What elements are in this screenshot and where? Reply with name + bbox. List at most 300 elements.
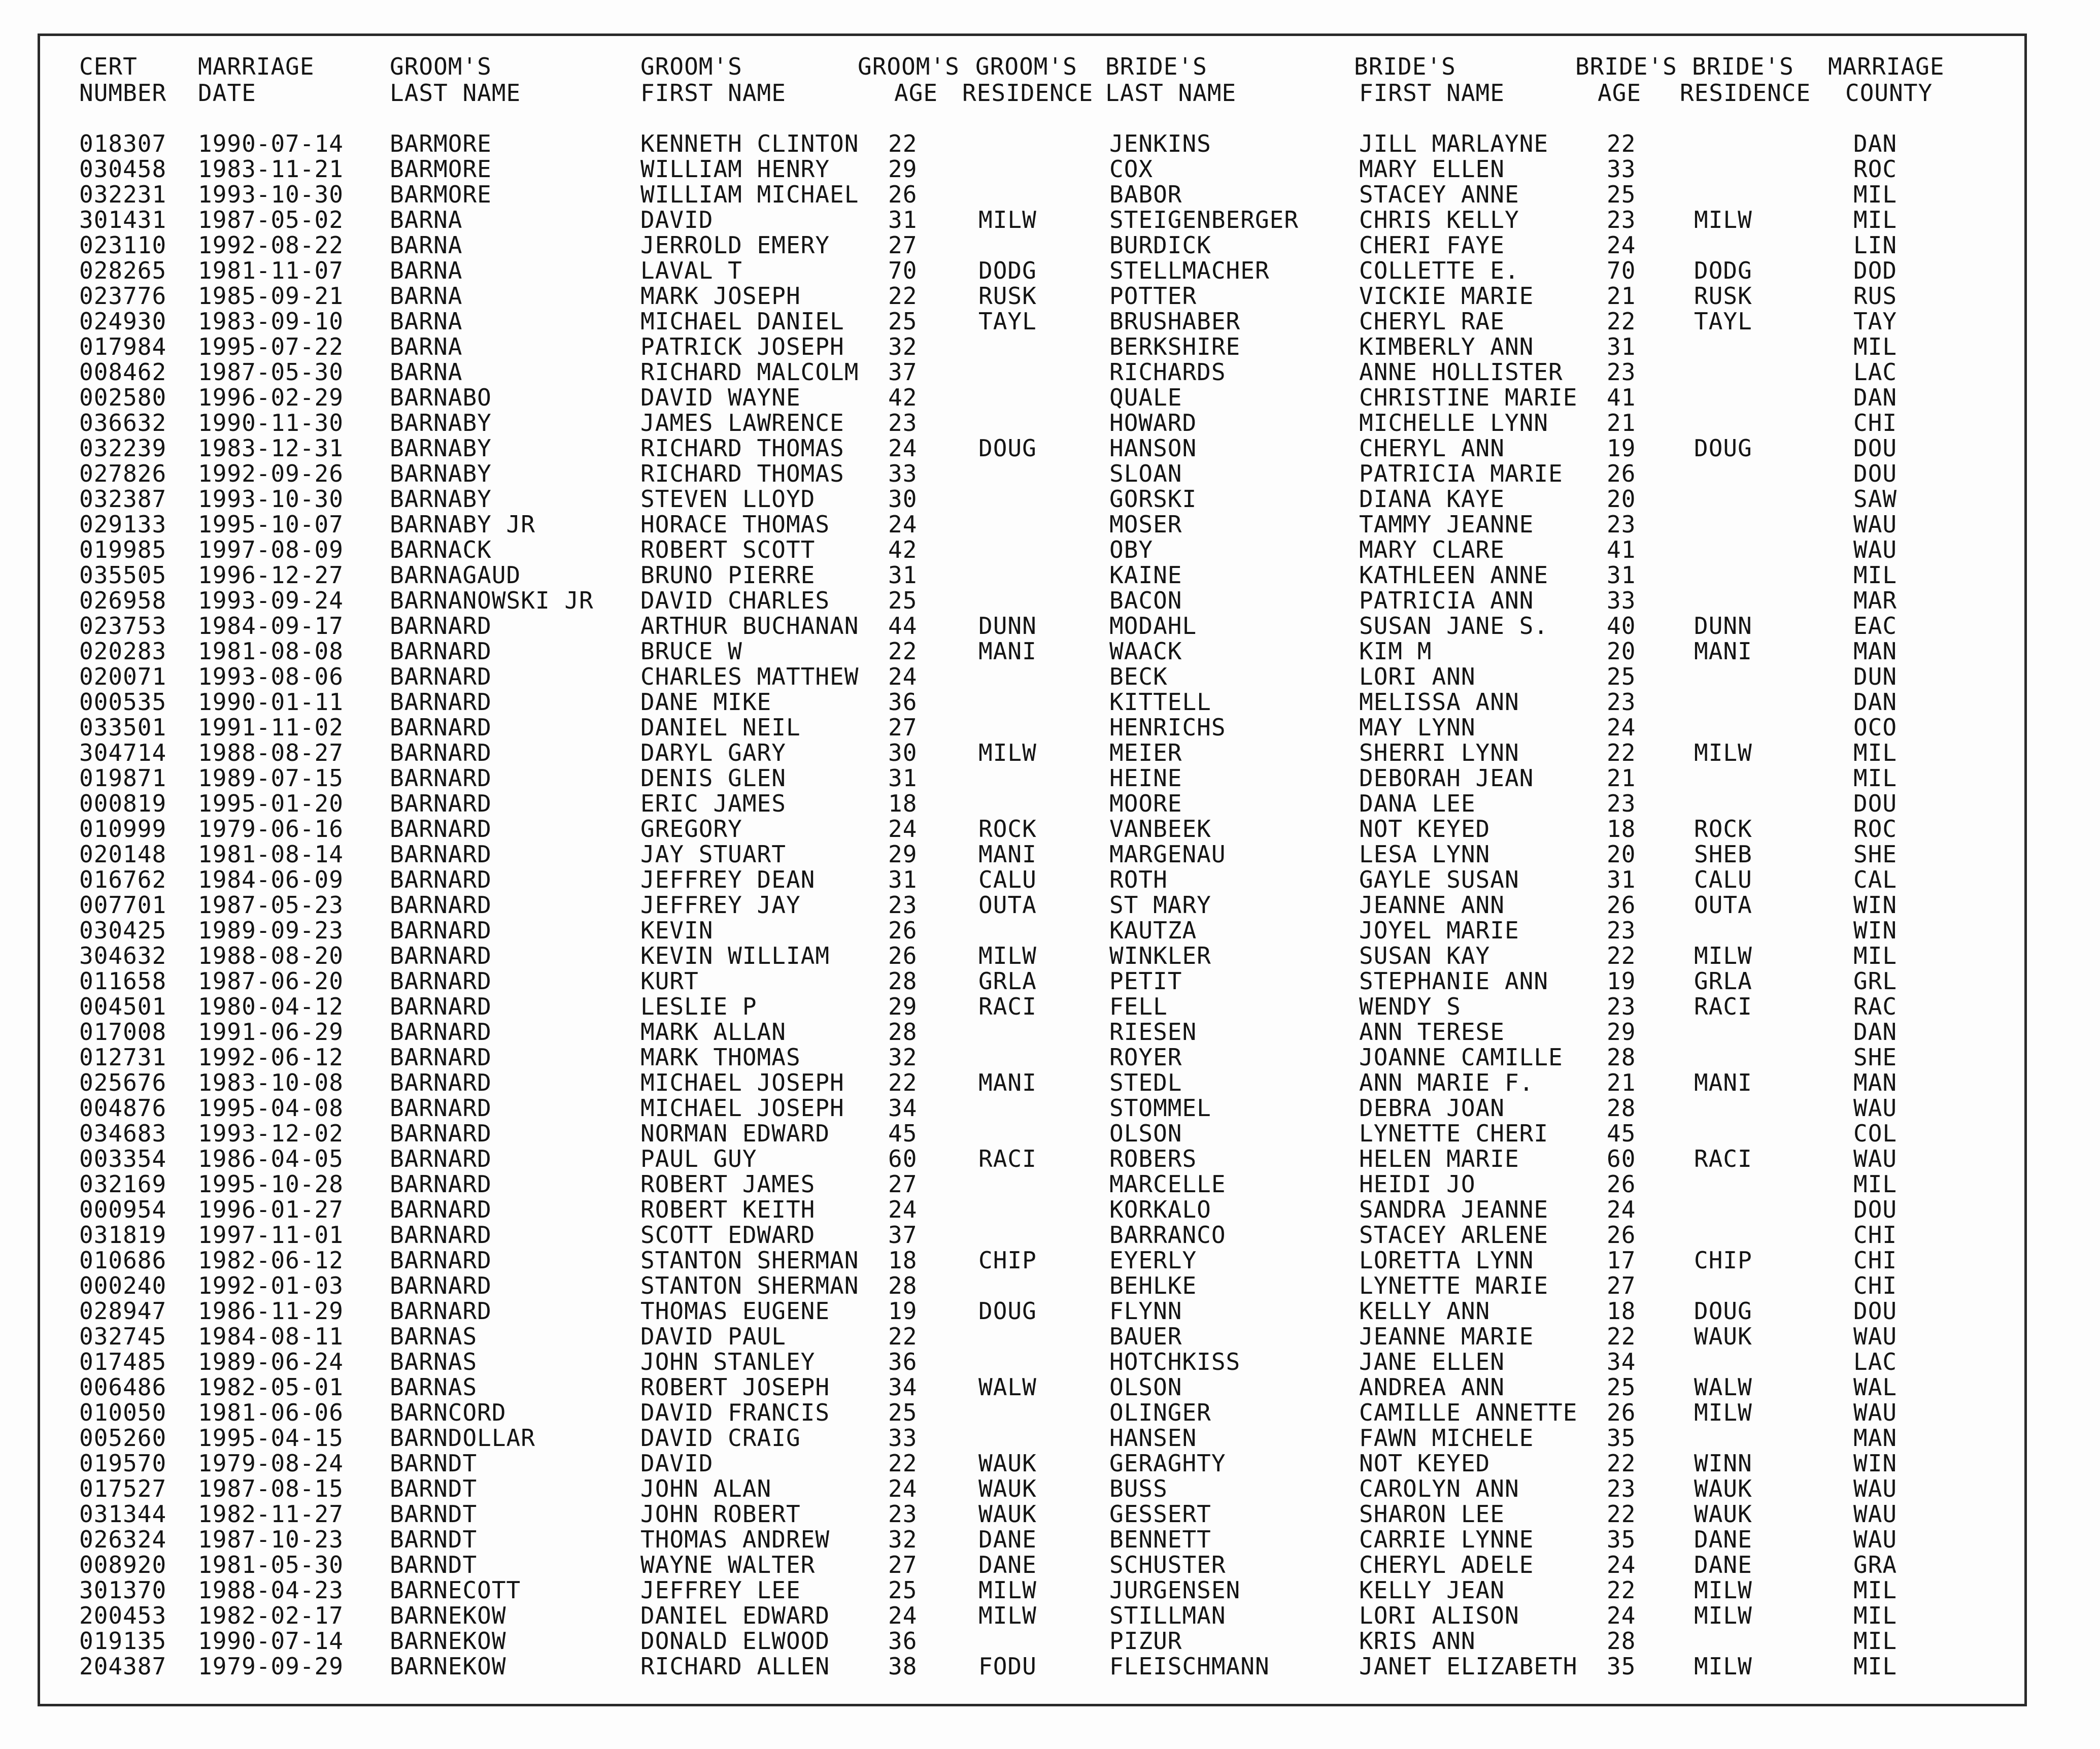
- bride-last-name-cell: HANSON: [1109, 434, 1197, 462]
- table-row: [0, 918, 2100, 943]
- bride-residence-cell: MILW: [1694, 206, 1752, 233]
- bride-first-name-cell: STACEY ANNE: [1359, 181, 1519, 208]
- bride-first-name-cell: KIM M: [1359, 637, 1432, 665]
- groom-age-cell: 24: [888, 1475, 918, 1502]
- marriage-county-cell: WAL: [1853, 1373, 1898, 1401]
- table-row: [0, 1577, 2100, 1603]
- bride-last-name-cell: OLSON: [1109, 1373, 1182, 1401]
- cert-number-cell: 032169: [79, 1170, 167, 1198]
- groom-last-name-cell: BARNA: [390, 333, 463, 360]
- header-cert-line1: CERT: [79, 53, 138, 80]
- cert-number-cell: 032239: [79, 434, 167, 462]
- groom-residence-cell: MILW: [978, 206, 1037, 233]
- groom-residence-cell: RACI: [978, 993, 1037, 1020]
- groom-first-name-cell: JAY STUART: [640, 840, 786, 868]
- groom-age-cell: 24: [888, 663, 918, 690]
- bride-last-name-cell: STILLMAN: [1109, 1602, 1226, 1629]
- marriage-county-cell: MAN: [1853, 637, 1898, 665]
- marriage-county-cell: WAU: [1853, 1500, 1898, 1528]
- bride-age-cell: 23: [1607, 993, 1636, 1020]
- groom-first-name-cell: STEVEN LLOYD: [640, 485, 816, 513]
- groom-last-name-cell: BARNDOLLAR: [390, 1424, 535, 1452]
- bride-last-name-cell: HOWARD: [1109, 409, 1197, 436]
- table-row: [0, 1349, 2100, 1374]
- bride-first-name-cell: PATRICIA ANN: [1359, 587, 1534, 614]
- marriage-county-cell: ROC: [1853, 155, 1898, 183]
- bride-age-cell: 34: [1607, 1348, 1636, 1375]
- marriage-county-cell: WAU: [1853, 1399, 1898, 1426]
- groom-last-name-cell: BARNARD: [390, 790, 492, 817]
- bride-age-cell: 23: [1607, 206, 1636, 233]
- marriage-date-cell: 1987-05-23: [198, 891, 344, 919]
- bride-first-name-cell: COLLETTE E.: [1359, 257, 1519, 284]
- cert-number-cell: 301431: [79, 206, 167, 233]
- header-groom-last-line2: LAST NAME: [390, 79, 521, 107]
- header-date-line2: DATE: [198, 79, 256, 107]
- header-cert-line2: NUMBER: [79, 79, 167, 107]
- bride-first-name-cell: CHERI FAYE: [1359, 231, 1505, 259]
- marriage-date-cell: 1990-07-14: [198, 130, 344, 157]
- groom-age-cell: 31: [888, 764, 918, 792]
- groom-last-name-cell: BARNANOWSKI JR: [390, 587, 594, 614]
- cert-number-cell: 032387: [79, 485, 167, 513]
- groom-first-name-cell: WILLIAM HENRY: [640, 155, 830, 183]
- table-row: [0, 1045, 2100, 1070]
- groom-age-cell: 22: [888, 637, 918, 665]
- cert-number-cell: 035505: [79, 561, 167, 589]
- bride-age-cell: 18: [1607, 815, 1636, 843]
- cert-number-cell: 025676: [79, 1069, 167, 1096]
- table-row: [0, 232, 2100, 258]
- groom-first-name-cell: DANIEL EDWARD: [640, 1602, 830, 1629]
- bride-residence-cell: WAUK: [1694, 1323, 1752, 1350]
- bride-residence-cell: RACI: [1694, 993, 1752, 1020]
- groom-first-name-cell: DAVID CRAIG: [640, 1424, 801, 1452]
- marriage-county-cell: MAN: [1853, 1424, 1898, 1452]
- groom-last-name-cell: BARNARD: [390, 1069, 492, 1096]
- header-bride-last-line1: BRIDE'S: [1105, 53, 1207, 80]
- table-row: [0, 867, 2100, 892]
- groom-residence-cell: GRLA: [978, 967, 1037, 995]
- table-row: [0, 309, 2100, 334]
- marriage-county-cell: DUN: [1853, 663, 1898, 690]
- bride-last-name-cell: RIESEN: [1109, 1018, 1197, 1046]
- marriage-date-cell: 1984-08-11: [198, 1323, 344, 1350]
- groom-age-cell: 28: [888, 1018, 918, 1046]
- bride-age-cell: 25: [1607, 663, 1636, 690]
- bride-age-cell: 33: [1607, 155, 1636, 183]
- groom-age-cell: 29: [888, 840, 918, 868]
- groom-last-name-cell: BARNABY JR: [390, 511, 535, 538]
- bride-last-name-cell: HOTCHKISS: [1109, 1348, 1241, 1375]
- table-row: [0, 131, 2100, 156]
- table-row: [0, 588, 2100, 613]
- bride-age-cell: 20: [1607, 840, 1636, 868]
- groom-last-name-cell: BARNARD: [390, 1120, 492, 1147]
- table-row: [0, 816, 2100, 842]
- table-row: [0, 1425, 2100, 1451]
- groom-first-name-cell: MARK ALLAN: [640, 1018, 786, 1046]
- bride-age-cell: 20: [1607, 637, 1636, 665]
- bride-first-name-cell: STACEY ARLENE: [1359, 1221, 1549, 1249]
- bride-first-name-cell: JANET ELIZABETH: [1359, 1653, 1578, 1680]
- bride-first-name-cell: MARY ELLEN: [1359, 155, 1505, 183]
- groom-first-name-cell: DAVID CHARLES: [640, 587, 830, 614]
- bride-last-name-cell: HEINE: [1109, 764, 1182, 792]
- cert-number-cell: 008462: [79, 358, 167, 386]
- groom-last-name-cell: BARNDT: [390, 1500, 478, 1528]
- marriage-date-cell: 1993-08-06: [198, 663, 344, 690]
- bride-age-cell: 20: [1607, 485, 1636, 513]
- groom-age-cell: 25: [888, 308, 918, 335]
- bride-residence-cell: DODG: [1694, 257, 1752, 284]
- bride-first-name-cell: SHARON LEE: [1359, 1500, 1505, 1528]
- bride-residence-cell: DOUG: [1694, 1297, 1752, 1325]
- groom-age-cell: 22: [888, 1450, 918, 1477]
- bride-age-cell: 23: [1607, 688, 1636, 716]
- bride-last-name-cell: QUALE: [1109, 384, 1182, 411]
- marriage-date-cell: 1979-06-16: [198, 815, 344, 843]
- cert-number-cell: 011658: [79, 967, 167, 995]
- bride-last-name-cell: FLEISCHMANN: [1109, 1653, 1270, 1680]
- bride-age-cell: 41: [1607, 384, 1636, 411]
- table-row: [0, 892, 2100, 918]
- groom-first-name-cell: GREGORY: [640, 815, 742, 843]
- groom-residence-cell: MANI: [978, 840, 1037, 868]
- marriage-county-cell: DAN: [1853, 688, 1898, 716]
- groom-residence-cell: MANI: [978, 637, 1037, 665]
- header-county-line1: MARRIAGE: [1828, 53, 1945, 80]
- groom-first-name-cell: PAUL GUY: [640, 1145, 757, 1172]
- bride-last-name-cell: ST MARY: [1109, 891, 1211, 919]
- bride-first-name-cell: NOT KEYED: [1359, 815, 1491, 843]
- groom-age-cell: 24: [888, 815, 918, 843]
- groom-first-name-cell: ERIC JAMES: [640, 790, 786, 817]
- bride-first-name-cell: LYNETTE MARIE: [1359, 1272, 1549, 1299]
- bride-first-name-cell: PATRICIA MARIE: [1359, 460, 1563, 487]
- groom-first-name-cell: STANTON SHERMAN: [640, 1272, 859, 1299]
- groom-last-name-cell: BARNA: [390, 231, 463, 259]
- bride-residence-cell: SHEB: [1694, 840, 1752, 868]
- marriage-county-cell: SAW: [1853, 485, 1898, 513]
- marriage-county-cell: WIN: [1853, 917, 1898, 944]
- cert-number-cell: 034683: [79, 1120, 167, 1147]
- cert-number-cell: 002580: [79, 384, 167, 411]
- marriage-county-cell: MIL: [1853, 333, 1898, 360]
- marriage-date-cell: 1981-08-08: [198, 637, 344, 665]
- marriage-county-cell: CHI: [1853, 1221, 1898, 1249]
- table-row: [0, 943, 2100, 968]
- groom-age-cell: 30: [888, 739, 918, 766]
- bride-age-cell: 35: [1607, 1653, 1636, 1680]
- bride-first-name-cell: MELISSA ANN: [1359, 688, 1519, 716]
- header-date-line1: MARRIAGE: [198, 53, 315, 80]
- groom-last-name-cell: BARNARD: [390, 739, 492, 766]
- bride-residence-cell: OUTA: [1694, 891, 1752, 919]
- marriage-county-cell: DOU: [1853, 434, 1898, 462]
- groom-first-name-cell: ROBERT KEITH: [640, 1196, 816, 1223]
- groom-first-name-cell: DAVID WAYNE: [640, 384, 801, 411]
- groom-first-name-cell: DANIEL NEIL: [640, 714, 801, 741]
- bride-age-cell: 23: [1607, 358, 1636, 386]
- cert-number-cell: 019570: [79, 1450, 167, 1477]
- groom-first-name-cell: JEFFREY DEAN: [640, 866, 816, 893]
- cert-number-cell: 000954: [79, 1196, 167, 1223]
- marriage-date-cell: 1992-01-03: [198, 1272, 344, 1299]
- bride-age-cell: 26: [1607, 1221, 1636, 1249]
- bride-age-cell: 35: [1607, 1424, 1636, 1452]
- bride-age-cell: 19: [1607, 434, 1636, 462]
- bride-age-cell: 22: [1607, 308, 1636, 335]
- groom-age-cell: 19: [888, 1297, 918, 1325]
- bride-age-cell: 28: [1607, 1044, 1636, 1071]
- cert-number-cell: 019135: [79, 1627, 167, 1655]
- marriage-date-cell: 1986-11-29: [198, 1297, 344, 1325]
- groom-residence-cell: CHIP: [978, 1247, 1037, 1274]
- cert-number-cell: 026958: [79, 587, 167, 614]
- groom-first-name-cell: THOMAS EUGENE: [640, 1297, 830, 1325]
- groom-age-cell: 22: [888, 1323, 918, 1350]
- cert-number-cell: 017008: [79, 1018, 167, 1046]
- marriage-date-cell: 1989-09-23: [198, 917, 344, 944]
- groom-last-name-cell: BARNARD: [390, 663, 492, 690]
- table-row: [0, 1298, 2100, 1324]
- bride-first-name-cell: CHERYL ANN: [1359, 434, 1505, 462]
- bride-residence-cell: CHIP: [1694, 1247, 1752, 1274]
- groom-last-name-cell: BARNDT: [390, 1475, 478, 1502]
- marriage-county-cell: DAN: [1853, 384, 1898, 411]
- table-row: [0, 842, 2100, 867]
- bride-last-name-cell: KAUTZA: [1109, 917, 1197, 944]
- marriage-date-cell: 1982-02-17: [198, 1602, 344, 1629]
- bride-last-name-cell: MODAHL: [1109, 612, 1197, 640]
- groom-first-name-cell: MICHAEL JOSEPH: [640, 1069, 844, 1096]
- marriage-date-cell: 1996-12-27: [198, 561, 344, 589]
- groom-last-name-cell: BARNARD: [390, 637, 492, 665]
- bride-last-name-cell: BUSS: [1109, 1475, 1168, 1502]
- bride-last-name-cell: WINKLER: [1109, 942, 1211, 969]
- cert-number-cell: 200453: [79, 1602, 167, 1629]
- bride-age-cell: 29: [1607, 1018, 1636, 1046]
- marriage-date-cell: 1990-01-11: [198, 688, 344, 716]
- groom-first-name-cell: BRUNO PIERRE: [640, 561, 816, 589]
- groom-last-name-cell: BARNARD: [390, 1044, 492, 1071]
- marriage-date-cell: 1982-05-01: [198, 1373, 344, 1401]
- groom-residence-cell: MILW: [978, 1576, 1037, 1604]
- bride-age-cell: 70: [1607, 257, 1636, 284]
- marriage-county-cell: DAN: [1853, 1018, 1898, 1046]
- groom-residence-cell: MILW: [978, 1602, 1037, 1629]
- cert-number-cell: 033501: [79, 714, 167, 741]
- groom-first-name-cell: RICHARD MALCOLM: [640, 358, 859, 386]
- bride-age-cell: 26: [1607, 1170, 1636, 1198]
- marriage-county-cell: WAU: [1853, 1526, 1898, 1553]
- bride-last-name-cell: VANBEEK: [1109, 815, 1211, 843]
- marriage-county-cell: MIL: [1853, 561, 1898, 589]
- bride-age-cell: 31: [1607, 561, 1636, 589]
- groom-residence-cell: CALU: [978, 866, 1037, 893]
- cert-number-cell: 020283: [79, 637, 167, 665]
- marriage-date-cell: 1990-07-14: [198, 1627, 344, 1655]
- header-bride-res-line2: RESIDENCE: [1680, 79, 1811, 107]
- marriage-date-cell: 1991-06-29: [198, 1018, 344, 1046]
- bride-age-cell: 40: [1607, 612, 1636, 640]
- table-row: [0, 765, 2100, 791]
- bride-last-name-cell: BRUSHABER: [1109, 308, 1241, 335]
- table-row: [0, 791, 2100, 816]
- table-row: [0, 156, 2100, 182]
- groom-age-cell: 33: [888, 460, 918, 487]
- bride-last-name-cell: STEDL: [1109, 1069, 1182, 1096]
- bride-first-name-cell: SHERRI LYNN: [1359, 739, 1519, 766]
- bride-age-cell: 41: [1607, 536, 1636, 563]
- marriage-date-cell: 1983-10-08: [198, 1069, 344, 1096]
- marriage-date-cell: 1995-01-20: [198, 790, 344, 817]
- cert-number-cell: 304714: [79, 739, 167, 766]
- marriage-county-cell: WAU: [1853, 1145, 1898, 1172]
- marriage-date-cell: 1996-01-27: [198, 1196, 344, 1223]
- cert-number-cell: 003354: [79, 1145, 167, 1172]
- bride-age-cell: 23: [1607, 1475, 1636, 1502]
- bride-age-cell: 24: [1607, 1602, 1636, 1629]
- groom-first-name-cell: JEFFREY LEE: [640, 1576, 801, 1604]
- bride-first-name-cell: JILL MARLAYNE: [1359, 130, 1549, 157]
- bride-last-name-cell: JURGENSEN: [1109, 1576, 1241, 1604]
- cert-number-cell: 027826: [79, 460, 167, 487]
- bride-residence-cell: ROCK: [1694, 815, 1752, 843]
- cert-number-cell: 004876: [79, 1094, 167, 1122]
- groom-age-cell: 23: [888, 1500, 918, 1528]
- bride-first-name-cell: KATHLEEN ANNE: [1359, 561, 1549, 589]
- groom-last-name-cell: BARNABY: [390, 485, 492, 513]
- table-row: [0, 664, 2100, 689]
- table-row: [0, 334, 2100, 359]
- marriage-date-cell: 1987-05-02: [198, 206, 344, 233]
- marriage-date-cell: 1988-08-27: [198, 739, 344, 766]
- groom-first-name-cell: KURT: [640, 967, 699, 995]
- groom-age-cell: 45: [888, 1120, 918, 1147]
- marriage-county-cell: DOU: [1853, 790, 1898, 817]
- groom-age-cell: 33: [888, 1424, 918, 1452]
- groom-last-name-cell: BARNARD: [390, 866, 492, 893]
- cert-number-cell: 005260: [79, 1424, 167, 1452]
- marriage-date-cell: 1988-08-20: [198, 942, 344, 969]
- bride-age-cell: 21: [1607, 764, 1636, 792]
- groom-last-name-cell: BARMORE: [390, 155, 492, 183]
- bride-residence-cell: DOUG: [1694, 434, 1752, 462]
- cert-number-cell: 000535: [79, 688, 167, 716]
- groom-residence-cell: WALW: [978, 1373, 1037, 1401]
- groom-residence-cell: DODG: [978, 257, 1037, 284]
- bride-first-name-cell: GAYLE SUSAN: [1359, 866, 1519, 893]
- bride-first-name-cell: SUSAN JANE S.: [1359, 612, 1549, 640]
- cert-number-cell: 031344: [79, 1500, 167, 1528]
- marriage-county-cell: DOU: [1853, 1297, 1898, 1325]
- bride-first-name-cell: JANE ELLEN: [1359, 1348, 1505, 1375]
- marriage-county-cell: WAU: [1853, 1475, 1898, 1502]
- records-list: [0, 131, 2100, 1679]
- groom-residence-cell: OUTA: [978, 891, 1037, 919]
- marriage-county-cell: CHI: [1853, 1247, 1898, 1274]
- bride-last-name-cell: FLYNN: [1109, 1297, 1182, 1325]
- groom-age-cell: 24: [888, 434, 918, 462]
- marriage-date-cell: 1995-04-08: [198, 1094, 344, 1122]
- bride-first-name-cell: SUSAN KAY: [1359, 942, 1491, 969]
- groom-first-name-cell: HORACE THOMAS: [640, 511, 830, 538]
- bride-first-name-cell: KIMBERLY ANN: [1359, 333, 1534, 360]
- marriage-date-cell: 1982-06-12: [198, 1247, 344, 1274]
- groom-age-cell: 27: [888, 231, 918, 259]
- groom-first-name-cell: KEVIN WILLIAM: [640, 942, 830, 969]
- bride-last-name-cell: BECK: [1109, 663, 1168, 690]
- marriage-county-cell: MIL: [1853, 942, 1898, 969]
- groom-age-cell: 23: [888, 409, 918, 436]
- groom-last-name-cell: BARNARD: [390, 1297, 492, 1325]
- groom-age-cell: 25: [888, 1576, 918, 1604]
- groom-last-name-cell: BARNARD: [390, 1145, 492, 1172]
- groom-first-name-cell: JOHN ROBERT: [640, 1500, 801, 1528]
- marriage-county-cell: DOU: [1853, 1196, 1898, 1223]
- marriage-date-cell: 1995-04-15: [198, 1424, 344, 1452]
- marriage-county-cell: CHI: [1853, 1272, 1898, 1299]
- bride-first-name-cell: LESA LYNN: [1359, 840, 1491, 868]
- bride-age-cell: 21: [1607, 409, 1636, 436]
- bride-age-cell: 24: [1607, 714, 1636, 741]
- header-bride-age-line1: BRIDE'S: [1575, 53, 1677, 80]
- bride-first-name-cell: KELLY JEAN: [1359, 1576, 1505, 1604]
- bride-age-cell: 22: [1607, 1576, 1636, 1604]
- marriage-county-cell: LAC: [1853, 1348, 1898, 1375]
- header-groom-first-line1: GROOM'S: [640, 53, 742, 80]
- groom-age-cell: 44: [888, 612, 918, 640]
- table-row: [0, 994, 2100, 1019]
- groom-age-cell: 42: [888, 384, 918, 411]
- groom-last-name-cell: BARNACK: [390, 536, 492, 563]
- bride-first-name-cell: ANDREA ANN: [1359, 1373, 1505, 1401]
- bride-last-name-cell: ROYER: [1109, 1044, 1182, 1071]
- bride-last-name-cell: ROTH: [1109, 866, 1168, 893]
- groom-last-name-cell: BARNAS: [390, 1348, 478, 1375]
- groom-first-name-cell: JERROLD EMERY: [640, 231, 830, 259]
- groom-age-cell: 70: [888, 257, 918, 284]
- groom-age-cell: 23: [888, 891, 918, 919]
- bride-first-name-cell: CARRIE LYNNE: [1359, 1526, 1534, 1553]
- groom-last-name-cell: BARNDT: [390, 1450, 478, 1477]
- marriage-date-cell: 1992-06-12: [198, 1044, 344, 1071]
- table-row: [0, 486, 2100, 512]
- bride-first-name-cell: VICKIE MARIE: [1359, 282, 1534, 310]
- marriage-county-cell: WAU: [1853, 536, 1898, 563]
- cert-number-cell: 018307: [79, 130, 167, 157]
- groom-residence-cell: DOUG: [978, 434, 1037, 462]
- bride-age-cell: 33: [1607, 587, 1636, 614]
- groom-last-name-cell: BARNA: [390, 308, 463, 335]
- marriage-date-cell: 1979-08-24: [198, 1450, 344, 1477]
- table-row: [0, 1552, 2100, 1577]
- marriage-date-cell: 1993-10-30: [198, 181, 344, 208]
- groom-first-name-cell: JAMES LAWRENCE: [640, 409, 844, 436]
- groom-residence-cell: RACI: [978, 1145, 1037, 1172]
- bride-first-name-cell: DANA LEE: [1359, 790, 1476, 817]
- bride-age-cell: 23: [1607, 511, 1636, 538]
- bride-first-name-cell: ANN MARIE F.: [1359, 1069, 1534, 1096]
- bride-age-cell: 22: [1607, 739, 1636, 766]
- groom-last-name-cell: BARNARD: [390, 714, 492, 741]
- marriage-county-cell: MIL: [1853, 1602, 1898, 1629]
- groom-age-cell: 29: [888, 993, 918, 1020]
- groom-age-cell: 37: [888, 1221, 918, 1249]
- marriage-county-cell: EAC: [1853, 612, 1898, 640]
